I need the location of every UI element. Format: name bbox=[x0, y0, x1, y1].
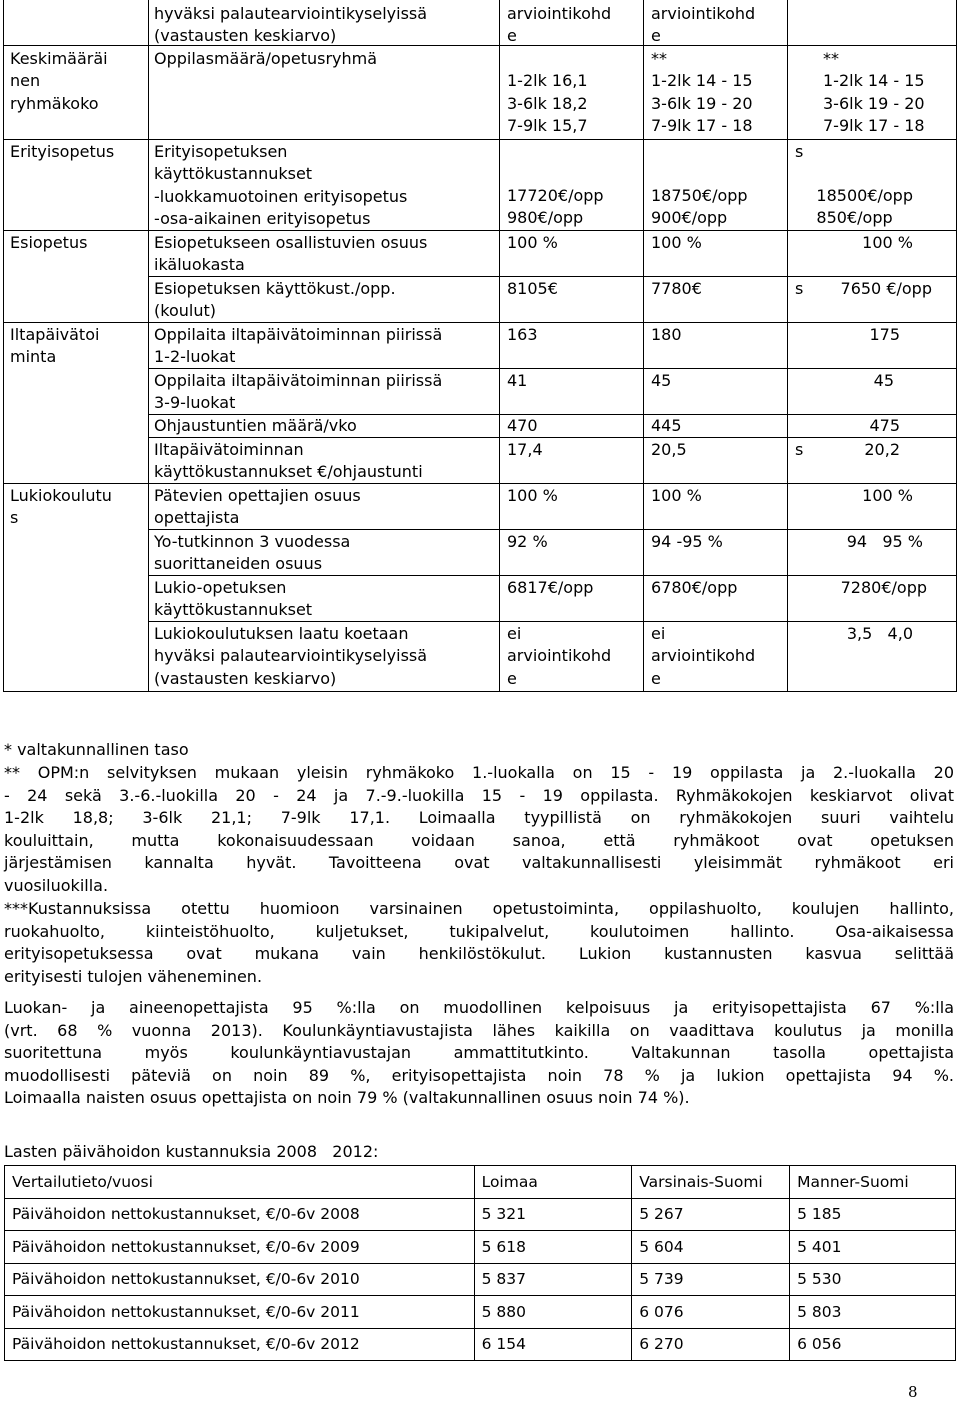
text-line: Pätevien opettajien osuus bbox=[154, 486, 361, 505]
row-patevat-c: 100 % bbox=[862, 486, 913, 505]
text-line: 1-2lk 18,8; 3-6lk 21,1; 7-9lk 17,1. Loimaalla tyypillistä on ryhmäkokojen suuri vaihtelu bbox=[4, 808, 954, 828]
table-cell: 5 321 bbox=[474, 1198, 632, 1231]
table-header-row bbox=[5, 1166, 956, 1199]
text-line: -luokkamuotoinen erityisopetus bbox=[154, 186, 408, 206]
text-line: 850€/opp bbox=[816, 208, 893, 228]
text-line: 18750€/opp bbox=[651, 186, 748, 205]
row-laatu-b bbox=[651, 623, 755, 690]
row-erityis-c-mark: s bbox=[795, 142, 804, 161]
text-line: Iltapäivätoiminnan bbox=[154, 440, 304, 459]
text-line: muodollisesti päteviä on noin 89 %, erityisopettajista noin 78 % ja lukion opettajista 94 %. bbox=[4, 1065, 954, 1085]
table-cell: 6 270 bbox=[632, 1328, 790, 1361]
row-ilta-39-b: 45 bbox=[651, 371, 672, 390]
row-esi-kust-c: 7650 €/opp bbox=[840, 279, 932, 298]
table-cell: 5 604 bbox=[632, 1231, 790, 1264]
table-cell: Päivähoidon nettokustannukset, €/0-6v 2012 bbox=[5, 1328, 475, 1361]
text-line: (koulut) bbox=[154, 301, 216, 321]
row-ilta-12-a: 163 bbox=[507, 325, 538, 344]
column-header: Loimaa bbox=[474, 1166, 632, 1199]
row-laatu-desc bbox=[154, 623, 427, 690]
text-line: ** bbox=[823, 49, 839, 68]
table-cell: 5 880 bbox=[474, 1296, 632, 1329]
text-line: opettajista bbox=[154, 508, 240, 528]
table-cell: 5 803 bbox=[790, 1296, 956, 1329]
row-laatu-a bbox=[507, 623, 611, 690]
text-line: Erityisopetuksen bbox=[154, 142, 288, 161]
table-row bbox=[5, 1263, 956, 1296]
text-line: e bbox=[651, 668, 661, 688]
text-line: 7-9lk 15,7 bbox=[507, 116, 588, 136]
text-line: Oppilaita iltapäivätoiminnan piirissä bbox=[154, 325, 443, 344]
text-line: Iltapäivätoi bbox=[10, 325, 100, 344]
text-line: Lukiokoulutuksen laatu koetaan bbox=[154, 624, 409, 643]
row-ilta-12-c: 175 bbox=[869, 325, 900, 344]
note-national-level: * valtakunnallinen taso bbox=[4, 740, 189, 759]
row-yo-c: 94 95 % bbox=[846, 532, 923, 551]
costs-table bbox=[4, 1165, 956, 1361]
text-line: Luokan- ja aineenopettajista 95 %:lla on muodollinen kelpoisuus ja erityisopettajista 67 %:lla bbox=[4, 998, 954, 1017]
table-cell: 5 739 bbox=[632, 1263, 790, 1296]
text-line: järjestämisen kannalta hyvät. Tavoitteena ovat valtakunnallisesti yleisimmät ryhmäkoot eri bbox=[4, 853, 954, 873]
text-line: hyväksi palautearviointikyselyissä bbox=[154, 4, 428, 23]
section-erityisopetus bbox=[10, 141, 114, 163]
row-esi-osuus-a: 100 % bbox=[507, 233, 558, 252]
row-ryhmakoko-b bbox=[651, 48, 753, 138]
text-line: Loimaalla naisten osuus opettajista on noin 79 % (valtakunnallinen osuus noin 74 %). bbox=[4, 1088, 690, 1108]
row-esi-osuus-c: 100 % bbox=[862, 233, 913, 252]
table-cell: 5 618 bbox=[474, 1231, 632, 1264]
text-line: käyttökustannukset bbox=[154, 164, 313, 184]
row-lukio-kust-desc bbox=[154, 577, 312, 622]
text-line: Oppilasmäärä/opetusryhmä bbox=[154, 49, 378, 68]
text-line: 18500€/opp bbox=[816, 186, 913, 205]
text-line: e bbox=[507, 668, 517, 688]
row-ilta-kust-b: 20,5 bbox=[651, 440, 687, 459]
text-line: 17720€/opp bbox=[507, 186, 604, 205]
text-line: Keskimääräi bbox=[10, 49, 108, 68]
text-line: käyttökustannukset bbox=[154, 600, 313, 620]
text-line: e bbox=[507, 26, 517, 46]
cell-desc-partial bbox=[154, 3, 427, 48]
row-ilta-kust-desc bbox=[154, 439, 423, 484]
text-line: suoritettuna myös koulunkäyntiavustajan ammattitutkinto. Valtakunnan tasolla opettajista bbox=[4, 1043, 954, 1063]
row-ohjaus-c: 475 bbox=[869, 416, 900, 435]
note-costs bbox=[4, 898, 954, 988]
note-group-size bbox=[4, 762, 954, 898]
table-cell: 5 530 bbox=[790, 1263, 956, 1296]
row-patevat-b: 100 % bbox=[651, 486, 702, 505]
text-line: arviointikohd bbox=[651, 646, 756, 666]
text-line: 900€/opp bbox=[651, 208, 728, 228]
table-cell: 6 154 bbox=[474, 1328, 632, 1361]
text-line: ruokahuolto, kiinteistöhuolto, kuljetukset, tukipalvelut, koulutoimen hallinto. Osa-aikaisessa bbox=[4, 921, 954, 941]
row-laatu-c: 3,5 4,0 bbox=[846, 624, 913, 643]
section-lukiokoulutus bbox=[10, 485, 112, 530]
text-line: arviointikohd bbox=[507, 646, 612, 666]
text-line: ei bbox=[651, 624, 666, 643]
column-header: Vertailutieto/vuosi bbox=[5, 1166, 475, 1199]
table-row bbox=[5, 1231, 956, 1264]
row-erityis-c bbox=[816, 185, 913, 230]
text-line: 3-9-luokat bbox=[154, 393, 236, 413]
text-line: (vrt. 68 % vuonna 2013). Koulunkäyntiavustajista lähes kaikilla on vaadittava koulutus ja monilla bbox=[4, 1020, 954, 1040]
text-line: Oppilaita iltapäivätoiminnan piirissä bbox=[154, 371, 443, 390]
row-esi-osuus-desc bbox=[154, 232, 427, 277]
text-line: ** bbox=[651, 49, 667, 68]
text-line: - 24 sekä 3.-6.-luokilla 20 - 24 ja 7.-9.-luokilla 15 - 19 oppilasta. Ryhmäkokojen keskiarvot olivat bbox=[4, 785, 954, 805]
text-line: e bbox=[651, 26, 661, 46]
row-esi-kust-desc bbox=[154, 278, 396, 323]
text-line: minta bbox=[10, 347, 57, 367]
row-ilta-kust-c-mark: s bbox=[795, 440, 804, 459]
row-ilta-12-b: 180 bbox=[651, 325, 682, 344]
text-line: erityisopetuksessa ovat mukana vain henkilöstökulut. Lukion kustannusten kasvua selittää bbox=[4, 944, 954, 964]
row-ilta-39-a: 41 bbox=[507, 371, 528, 390]
row-ilta-kust-a: 17,4 bbox=[507, 440, 543, 459]
cell-b-partial bbox=[651, 3, 755, 48]
text-line: s bbox=[10, 508, 19, 528]
text-line: ei bbox=[507, 624, 522, 643]
section-esiopetus bbox=[10, 232, 87, 254]
text-line: 980€/opp bbox=[507, 208, 584, 228]
row-patevat-a: 100 % bbox=[507, 486, 558, 505]
text-line: käyttökustannukset €/ohjaustunti bbox=[154, 462, 423, 482]
text-line: Esiopetus bbox=[10, 233, 88, 252]
text-line: 3-6lk 19 - 20 bbox=[823, 93, 925, 113]
row-esi-kust-a: 8105€ bbox=[507, 279, 558, 298]
page-number: 8 bbox=[908, 1383, 918, 1401]
row-ilta-39-desc bbox=[154, 370, 442, 415]
text-line: arviointikohd bbox=[507, 4, 612, 23]
row-esi-kust-c-mark: s bbox=[795, 279, 804, 298]
text-line: ryhmäkoko bbox=[10, 93, 99, 113]
text-line: ***Kustannuksissa otettu huomioon varsinainen opetustoiminta, oppilashuolto, koulujen hallinto, bbox=[4, 899, 954, 918]
text-line: ** OPM:n selvityksen mukaan yleisin ryhmäkoko 1.-luokalla on 15 - 19 oppilasta ja 2.-luokalla 20 bbox=[4, 763, 954, 782]
text-line: 3-6lk 18,2 bbox=[507, 93, 588, 113]
row-ohjaus-b: 445 bbox=[651, 416, 682, 435]
text-line: ikäluokasta bbox=[154, 255, 245, 275]
text-line: arviointikohd bbox=[651, 4, 756, 23]
row-ryhmakoko-a bbox=[507, 48, 588, 138]
row-lukio-kust-a: 6817€/opp bbox=[507, 578, 594, 597]
table-row bbox=[5, 1328, 956, 1361]
text-line: (vastausten keskiarvo) bbox=[154, 26, 337, 46]
row-lukio-kust-b: 6780€/opp bbox=[651, 578, 738, 597]
text-line: 1-2-luokat bbox=[154, 347, 236, 367]
row-yo-a: 92 % bbox=[507, 532, 548, 551]
row-yo-desc bbox=[154, 531, 350, 576]
text-line: (vastausten keskiarvo) bbox=[154, 668, 337, 688]
text-line: Lukio-opetuksen bbox=[154, 578, 287, 597]
row-ilta-39-c: 45 bbox=[873, 371, 894, 390]
row-erityis-a bbox=[507, 185, 604, 230]
text-line: Erityisopetus bbox=[10, 142, 115, 161]
row-lukio-kust-c: 7280€/opp bbox=[840, 578, 927, 597]
table-cell: Päivähoidon nettokustannukset, €/0-6v 2009 bbox=[5, 1231, 475, 1264]
row-ryhmakoko-c bbox=[823, 48, 925, 138]
costs-heading: Lasten päivähoidon kustannuksia 2008 2012: bbox=[4, 1142, 379, 1161]
table-cell: 5 837 bbox=[474, 1263, 632, 1296]
row-patevat-desc bbox=[154, 485, 361, 530]
row-erityis-desc bbox=[154, 141, 407, 231]
text-line: 1-2lk 16,1 bbox=[507, 71, 588, 91]
text-line: hyväksi palautearviointikyselyissä bbox=[154, 646, 428, 666]
text-line: suorittaneiden osuus bbox=[154, 554, 323, 574]
column-header: Varsinais-Suomi bbox=[632, 1166, 790, 1199]
table-row bbox=[5, 1198, 956, 1231]
text-line: 7-9lk 17 - 18 bbox=[823, 116, 925, 136]
table-cell: 5 185 bbox=[790, 1198, 956, 1231]
cell-a-partial bbox=[507, 3, 611, 48]
row-ohjaus-desc bbox=[154, 415, 357, 437]
text-line: 7-9lk 17 - 18 bbox=[651, 116, 753, 136]
table-cell: 5 401 bbox=[790, 1231, 956, 1264]
row-ryhmakoko-desc bbox=[154, 48, 377, 70]
column-header: Manner-Suomi bbox=[790, 1166, 956, 1199]
row-erityis-b bbox=[651, 185, 748, 230]
table-cell: 6 076 bbox=[632, 1296, 790, 1329]
text-line: Esiopetuksen käyttökust./opp. bbox=[154, 279, 396, 298]
row-ilta-12-desc bbox=[154, 324, 442, 369]
text-line: 1-2lk 14 - 15 bbox=[651, 71, 753, 91]
table-row bbox=[5, 1296, 956, 1329]
text-line: 1-2lk 14 - 15 bbox=[823, 71, 925, 91]
row-esi-kust-b: 7780€ bbox=[651, 279, 702, 298]
text-line: 3-6lk 19 - 20 bbox=[651, 93, 753, 113]
text-line: kouluittain, mutta kokonaisuudessaan voidaan sanoa, että ryhmäkoot ovat opetuksen bbox=[4, 830, 954, 850]
text-line: erityisesti tulojen väheneminen. bbox=[4, 966, 263, 986]
text-line: -osa-aikainen erityisopetus bbox=[154, 209, 371, 229]
row-yo-b: 94 -95 % bbox=[651, 532, 723, 551]
text-line: Lukiokoulutu bbox=[10, 486, 112, 505]
table-cell: Päivähoidon nettokustannukset, €/0-6v 2011 bbox=[5, 1296, 475, 1329]
text-line: Yo-tutkinnon 3 vuodessa bbox=[154, 532, 351, 551]
table-cell: Päivähoidon nettokustannukset, €/0-6v 2008 bbox=[5, 1198, 475, 1231]
text-line bbox=[507, 48, 588, 70]
paragraph-teachers bbox=[4, 997, 954, 1110]
table-cell: 6 056 bbox=[790, 1328, 956, 1361]
row-ilta-kust-c: 20,2 bbox=[864, 440, 900, 459]
row-ohjaus-a: 470 bbox=[507, 416, 538, 435]
section-iltapaivatoiminta bbox=[10, 324, 99, 369]
row-esi-osuus-b: 100 % bbox=[651, 233, 702, 252]
table-cell: Päivähoidon nettokustannukset, €/0-6v 2010 bbox=[5, 1263, 475, 1296]
text-line: Ohjaustuntien määrä/vko bbox=[154, 416, 357, 435]
table-cell: 5 267 bbox=[632, 1198, 790, 1231]
text-line: nen bbox=[10, 71, 41, 91]
text-line: Esiopetukseen osallistuvien osuus bbox=[154, 233, 428, 252]
text-line: vuosiluokilla. bbox=[4, 875, 109, 895]
section-ryhmakoko bbox=[10, 48, 108, 115]
